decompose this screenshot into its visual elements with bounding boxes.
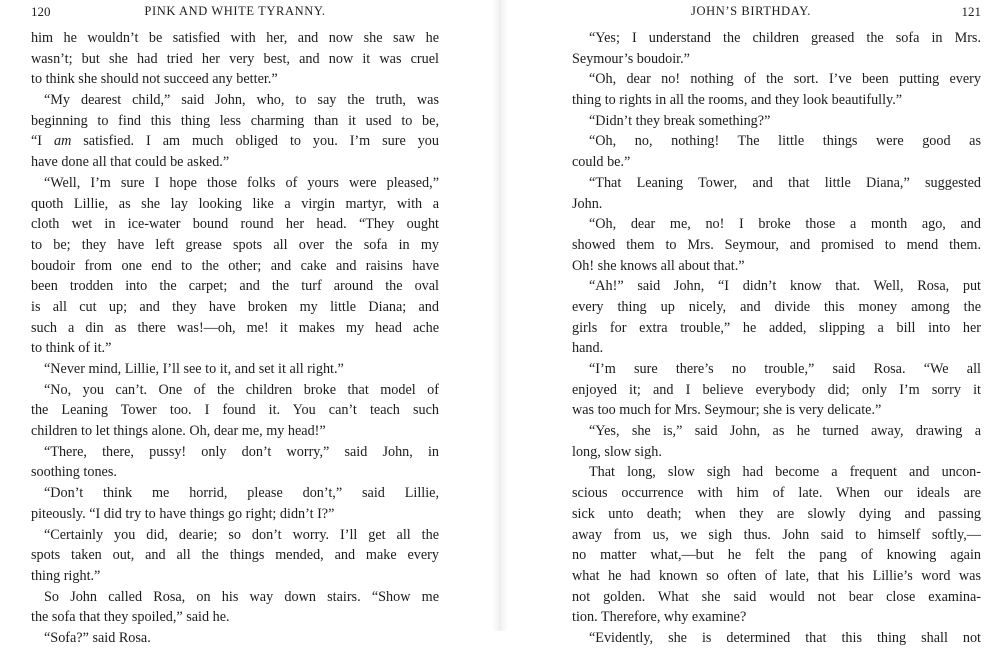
- text-line: “Didn’t they break something?”: [589, 112, 771, 129]
- text-line: quoth Lillie, as she lay looking like a virgin martyr, with a: [31, 195, 439, 212]
- text-line: no matter what,—but he felt the pang of knowing again: [572, 547, 981, 564]
- text-line: boudoir from one end to the other; and cake and raisins have: [31, 257, 439, 274]
- left-page-text: [31, 28, 439, 649]
- text-line: not golden. What she said would not bear close examina-: [572, 588, 981, 605]
- text-line: Seymour’s boudoir.”: [572, 50, 690, 67]
- left-page-number: 120: [31, 4, 51, 19]
- text-line: away from us, we sigh thus. John said to himself softly,—: [572, 526, 981, 543]
- text-line: “No, you can’t. One of the children broke that model of: [44, 381, 439, 398]
- text-line: hand.: [572, 340, 604, 357]
- text-line: That long, slow sigh had become a frequent and uncon-: [589, 464, 981, 481]
- text-line: every thing up nicely, and divide this money among the: [572, 298, 981, 315]
- text-line: to be; they have left grease spots all over the sofa in my: [31, 236, 439, 253]
- text-line: is all cut up; and they have broken my little Diana; and: [31, 298, 439, 315]
- text-line: beginning to find this thing less charming than it used to be,: [31, 112, 439, 129]
- text-line: was too much for Mrs. Seymour; she is very delicate.”: [572, 402, 882, 419]
- right-page: [572, 0, 981, 646]
- text-line: Oh! she knows all about that.”: [572, 257, 745, 274]
- text-line: “Well, I’m sure I hope those folks of yours were pleased,”: [44, 174, 439, 191]
- text-line: “Oh, dear me, no! I broke those a month ago, and: [589, 216, 981, 233]
- text-line: “My dearest child,” said John, who, to say the truth, was: [44, 92, 439, 109]
- text-line: “That Leaning Tower, and that little Diana,” suggested: [589, 174, 981, 191]
- text-line: “Sofa?” said Rosa.: [44, 629, 151, 646]
- text-line: “I’m sure there’s no trouble,” said Rosa. “We all: [589, 361, 981, 377]
- text-line: “Certainly you did, dearie; so don’t worry. I’ll get all the: [44, 526, 439, 543]
- text-line: scious occurrence with him of late. When our ideals are: [572, 485, 981, 502]
- text-line: thing right.”: [31, 567, 101, 584]
- text-line: soothing tones.: [31, 464, 117, 481]
- text-line: “Never mind, Lillie, I’ll see to it, and set it all right.”: [44, 361, 344, 377]
- book-gutter: [492, 0, 508, 631]
- text-line: thing to rights in all the rooms, and they look beautifully.”: [572, 92, 903, 109]
- text-line: showed them to Mrs. Seymour, and promised to mend them.: [572, 236, 981, 253]
- text-line: “Oh, dear no! nothing of the sort. I’ve been putting every: [589, 71, 981, 88]
- text-line: him he wouldn’t be satisfied with her, and now she saw he: [31, 30, 439, 46]
- text-line: John.: [572, 195, 603, 212]
- text-line: “I am satisfied. I am much obliged to you. I’m sure you: [31, 133, 439, 150]
- text-line: “Evidently, she is determined that this thing shall not: [589, 629, 981, 646]
- text-line: “Oh, no, nothing! The little things were good as: [589, 133, 981, 150]
- text-line: to think she should not succeed any better.”: [31, 71, 278, 88]
- text-line: “Yes; I understand the children greased the sofa in Mrs.: [589, 30, 981, 46]
- text-line: the sofa that they spoiled,” said he.: [31, 609, 230, 626]
- text-line: cloth wet in ice-water bound round her head. “They ought: [31, 216, 439, 233]
- text-line: “There, there, pussy! only don’t worry,” said John, in: [44, 443, 439, 460]
- text-line: “Don’t think me horrid, please don’t,” said Lillie,: [44, 485, 439, 502]
- text-line: enjoyed it; and I believe everybody did; only I’m sorry it: [572, 381, 981, 398]
- text-line: have done all that could be asked.”: [31, 154, 230, 171]
- text-line: sick unto death; when they are slowly dying and passing: [572, 505, 981, 522]
- text-line: such a din as there was!—oh, me! it makes my head ache: [31, 319, 439, 336]
- text-line: wasn’t; but she had tried her very best, and now it was cruel: [31, 50, 439, 67]
- text-line: So John called Rosa, on his way down stairs. “Show me: [44, 588, 439, 605]
- text-line: piteously. “I did try to have things go right; didn’t I?”: [31, 505, 335, 522]
- text-line: girls for extra trouble,” he added, slipping a bill into her: [572, 319, 981, 336]
- text-line: to think of it.”: [31, 340, 112, 357]
- right-page-text: [572, 28, 981, 649]
- text-line: children to let things alone. Oh, dear me, my head!”: [31, 423, 326, 440]
- right-page-number: 121: [961, 4, 981, 19]
- text-line: been trodden into the carpet; and the turf around the oval: [31, 278, 439, 295]
- right-running-title: JOHN’S BIRTHDAY.: [691, 4, 811, 18]
- text-line: what he had known so often of late, that his Lillie’s word was: [572, 567, 981, 584]
- text-line: “Ah!” said John, “I didn’t know that. Well, Rosa, put: [589, 278, 981, 295]
- text-line: spots taken out, and all the things mended, and make every: [31, 547, 439, 564]
- text-line: long, slow sigh.: [572, 443, 662, 460]
- text-line: could be.”: [572, 154, 631, 171]
- left-running-title: PINK AND WHITE TYRANNY.: [144, 4, 326, 18]
- left-page-header: [31, 4, 439, 24]
- left-page: [31, 0, 439, 646]
- text-line: “Yes, she is,” said John, as he turned away, drawing a: [589, 423, 981, 440]
- text-line: the Leaning Tower too. I found it. You can’t teach such: [31, 402, 439, 419]
- text-line: tion. Therefore, why examine?: [572, 609, 747, 626]
- right-page-header: [572, 4, 981, 24]
